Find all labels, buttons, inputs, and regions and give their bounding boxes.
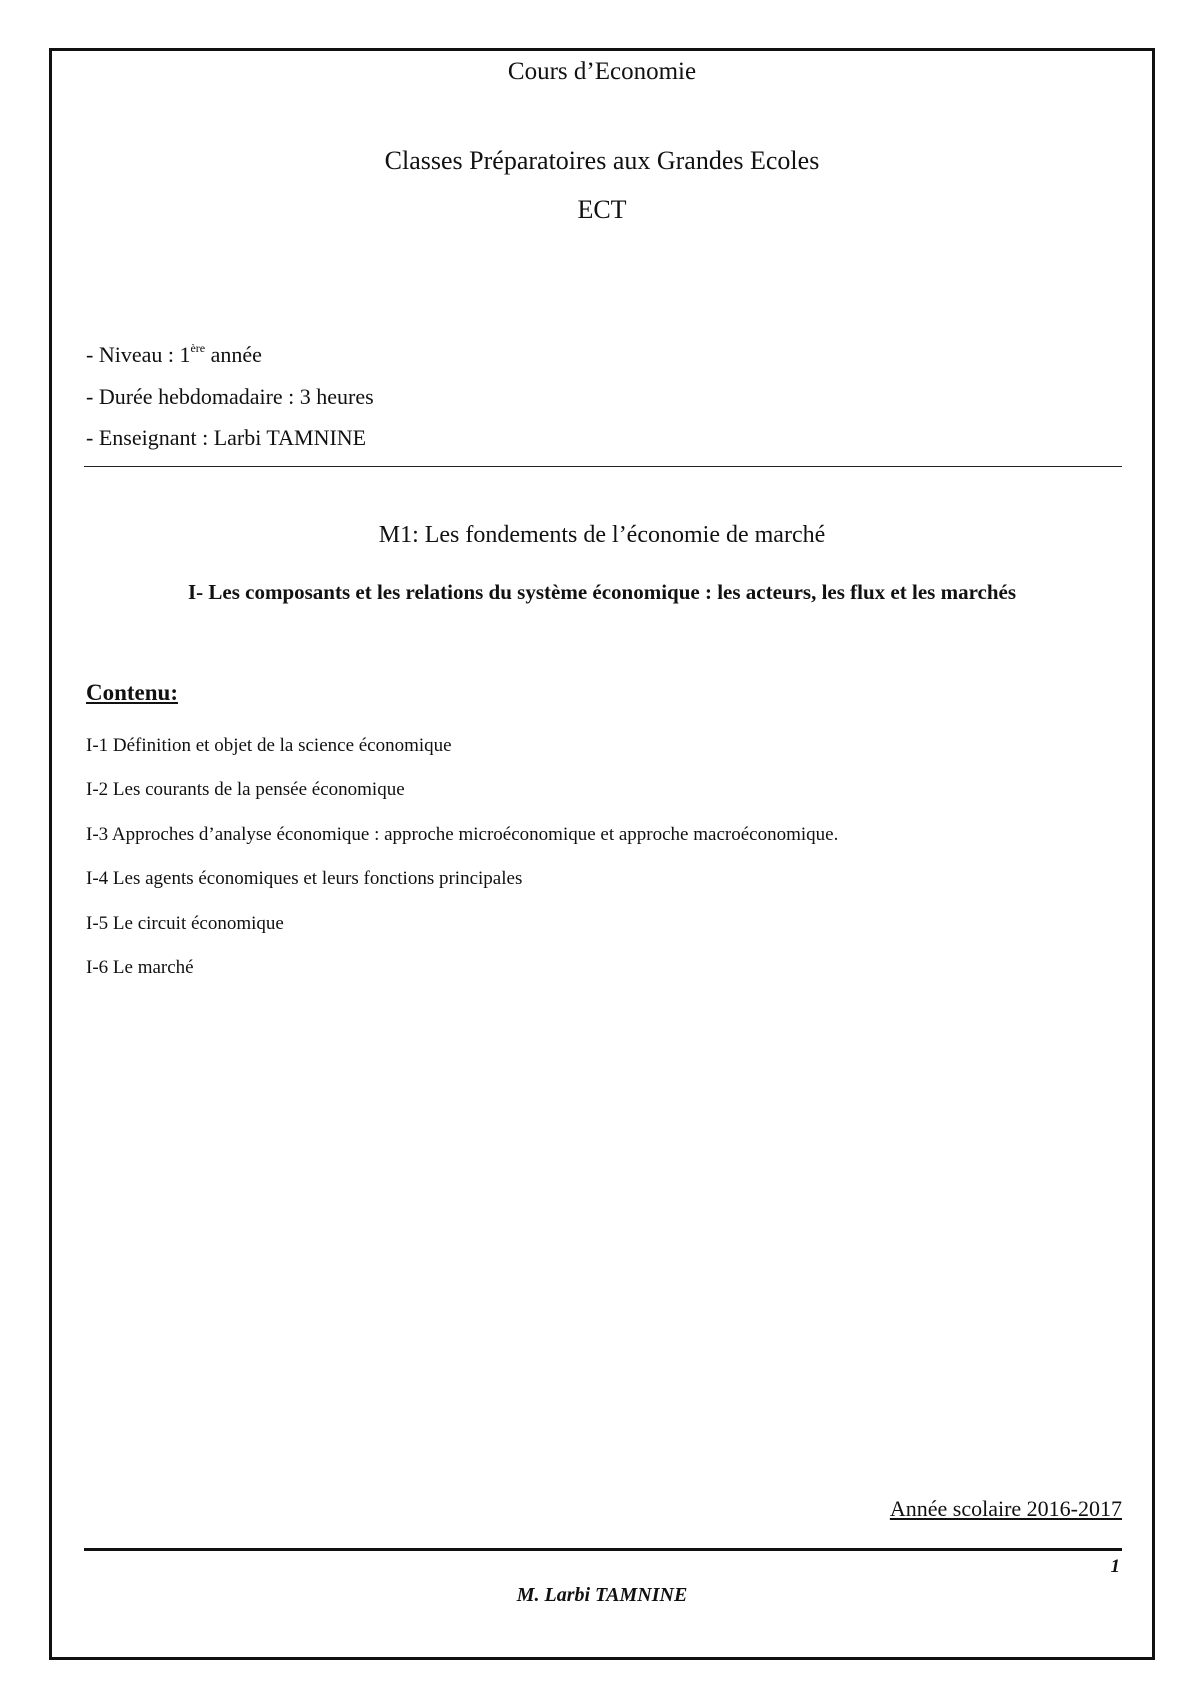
header-divider: [84, 466, 1122, 467]
footer-author: M. Larbi TAMNINE: [516, 1584, 688, 1606]
classes-title: Classes Préparatoires aux Grandes Ecoles: [384, 146, 820, 175]
course-title: Cours d’Economie: [507, 58, 697, 85]
teacher-line: - Enseignant : Larbi TAMNINE: [86, 425, 367, 450]
contents-item: I-5 Le circuit économique: [86, 913, 284, 934]
page-number: 1: [1110, 1556, 1120, 1577]
page-border: [49, 48, 1155, 1660]
contents-heading: Contenu:: [86, 680, 179, 705]
module-title: M1: Les fondements de l’économie de marché: [378, 522, 826, 548]
level-line: [86, 341, 262, 368]
contents-item: I-3 Approches d’analyse économique : approche microéconomique et approche macroéconomique.: [86, 824, 839, 845]
level-suffix: année: [205, 342, 262, 367]
section-title: I- Les composants et les relations du système économique : les acteurs, les flux et les marchés: [187, 580, 1017, 604]
contents-item: I-6 Le marché: [86, 957, 194, 978]
duration-line: - Durée hebdomadaire : 3 heures: [86, 384, 374, 409]
footer-divider: [84, 1548, 1122, 1551]
contents-item: I-2 Les courants de la pensée économique: [86, 779, 405, 800]
contents-item: I-1 Définition et objet de la science économique: [86, 735, 452, 756]
school-year: Année scolaire 2016-2017: [889, 1496, 1122, 1521]
level-superscript: ère: [190, 341, 206, 355]
contents-item: I-4 Les agents économiques et leurs fonctions principales: [86, 868, 523, 889]
track-title: ECT: [577, 195, 627, 224]
level-prefix: - Niveau : 1: [86, 342, 191, 367]
